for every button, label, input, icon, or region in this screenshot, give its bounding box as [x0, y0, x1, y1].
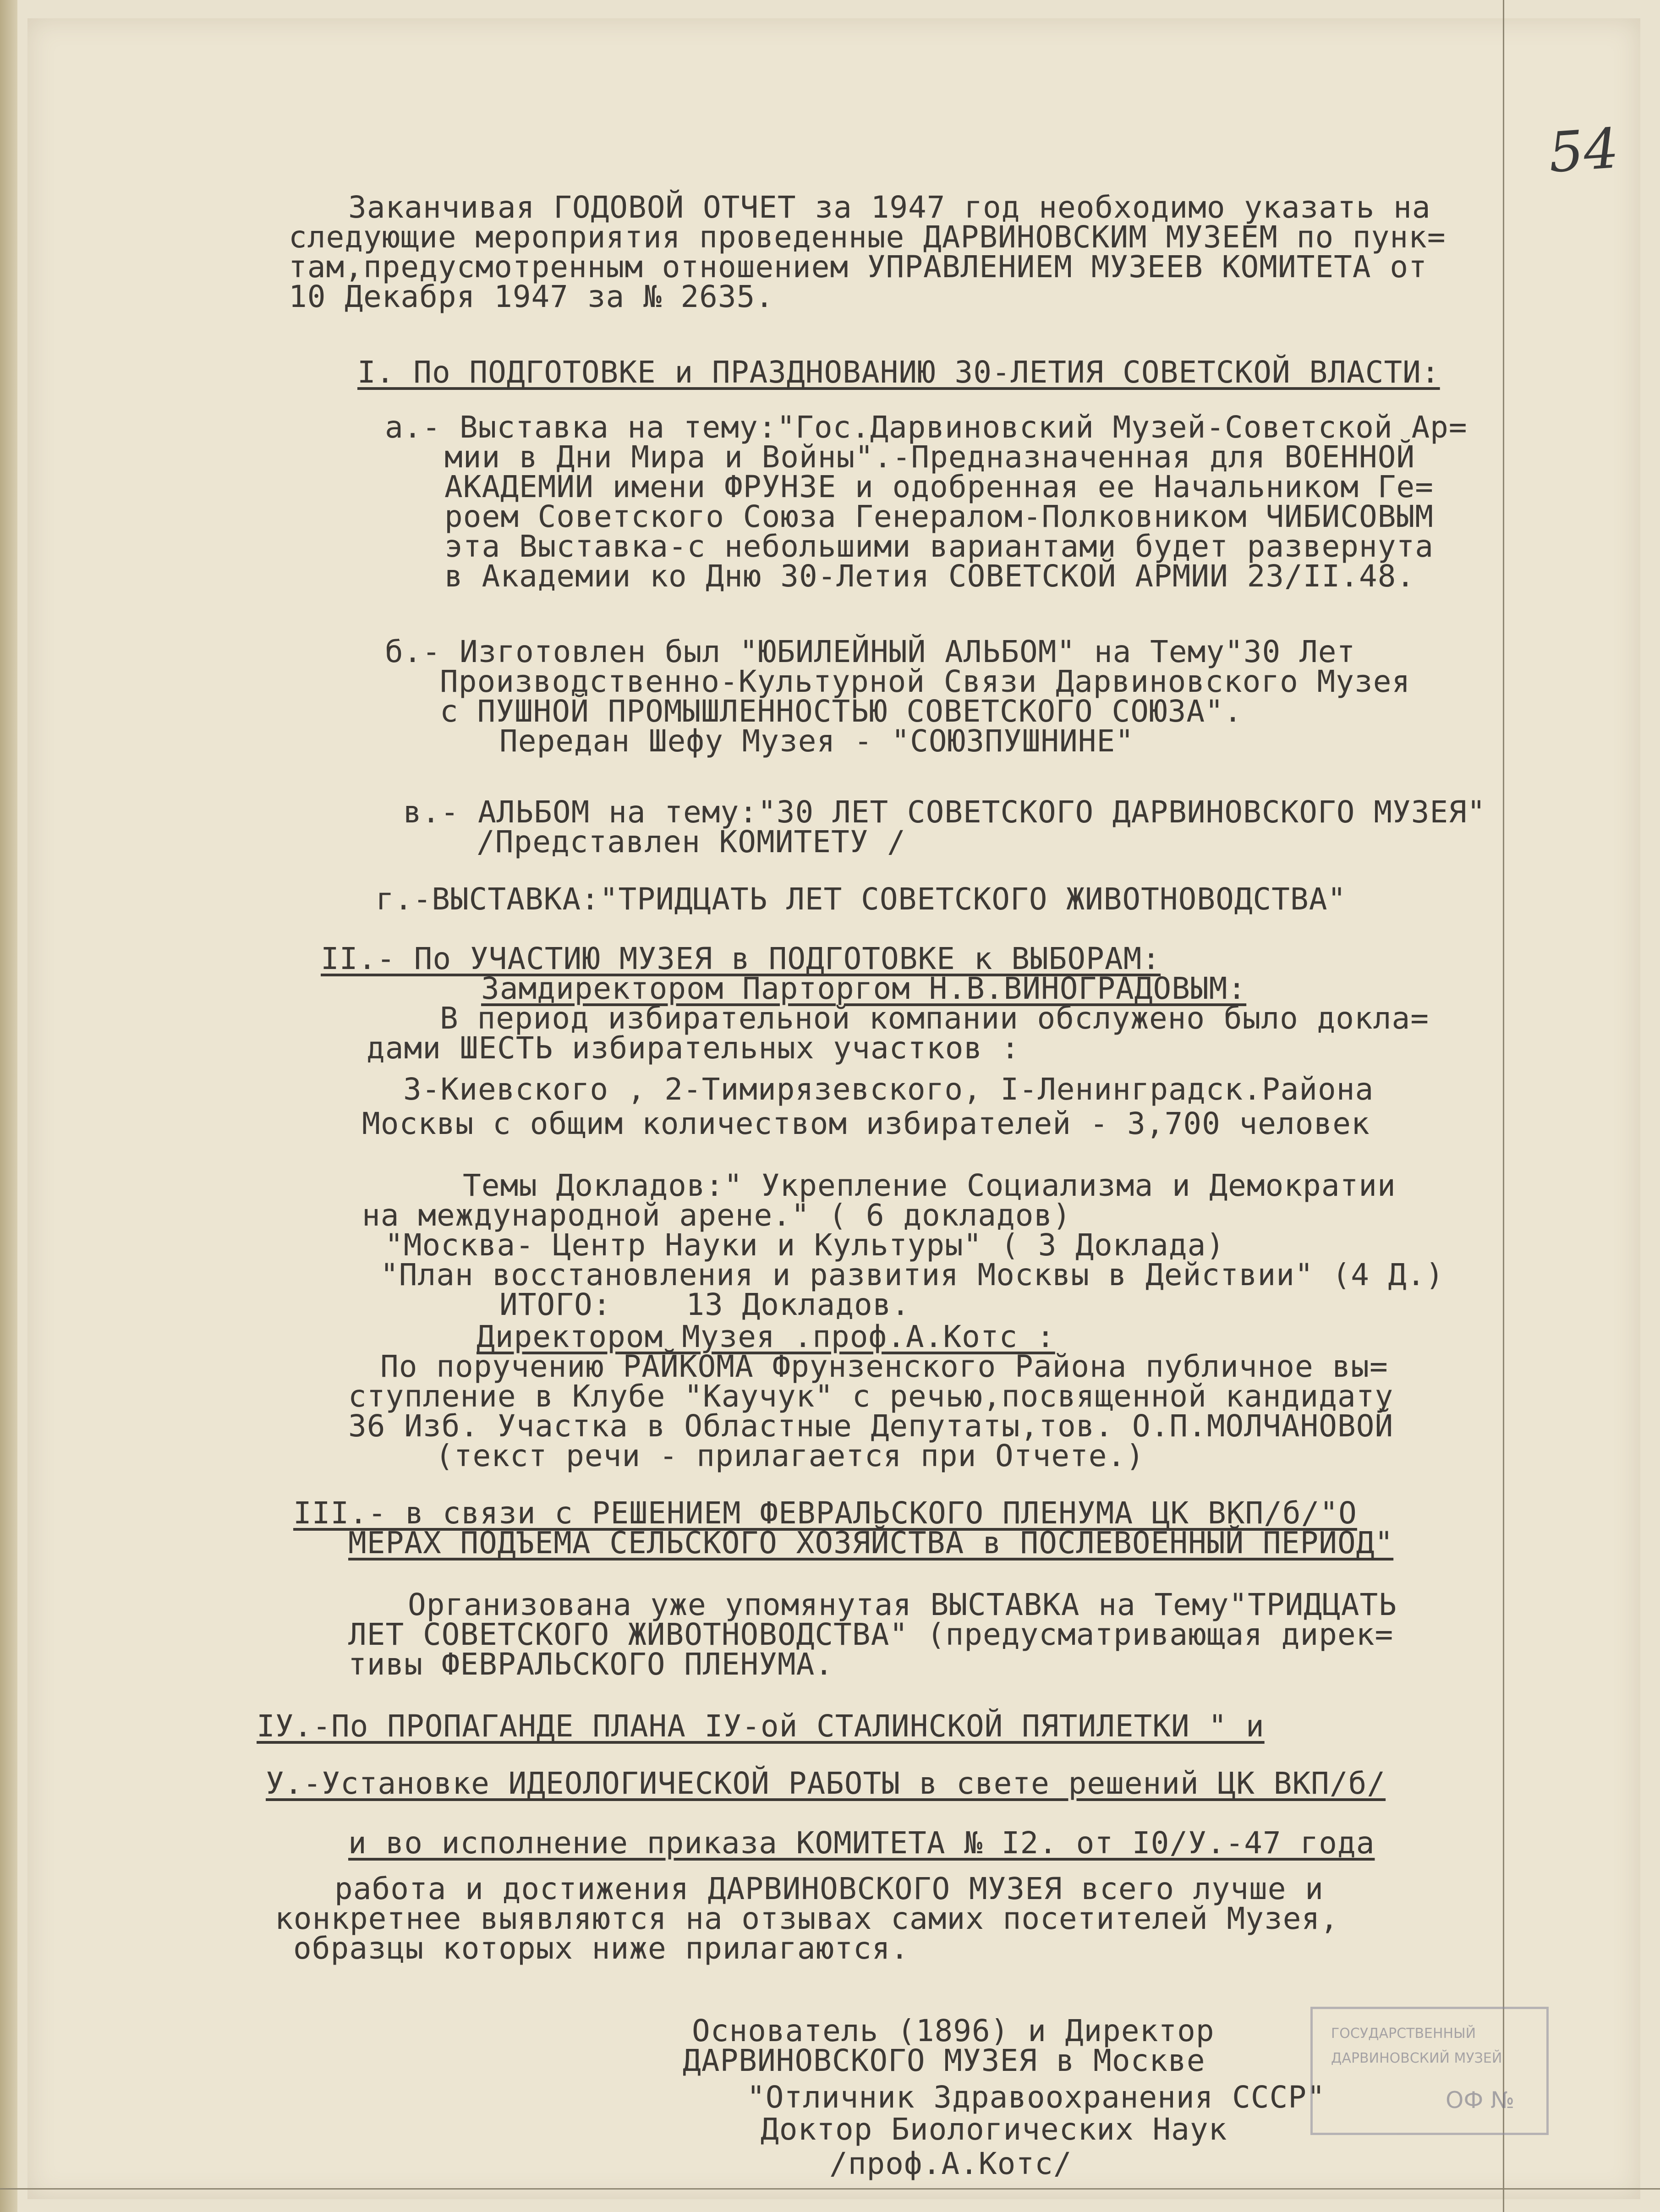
stamp-line: ОФ № [1446, 2087, 1515, 2113]
section-heading: и во исполнение приказа КОМИТЕТА № I2. от I0/У.-47 года [348, 1825, 1375, 1861]
section-heading: IУ.-По ПРОПАГАНДЕ ПЛАНА IУ-ой СТАЛИНСКОЙ ПЯТИЛЕТКИ " и [257, 1708, 1265, 1744]
text-line: ИТОГО: 13 Докладов. [499, 1287, 910, 1322]
text-line: ЛЕТ СОВЕТСКОГО ЖИВОТНОВОДСТВА" (предусматривающая дирек= [348, 1617, 1394, 1652]
section-heading: II.- По УЧАСТИЮ МУЗЕЯ в ПОДГОТОВКЕ к ВЫБОРАМ: [321, 941, 1161, 976]
page-number: 54 [1546, 116, 1621, 186]
text-line: 3-Киевского , 2-Тимирязевского, I-Ленинградск.Района [403, 1072, 1374, 1107]
text-line: мии в Дни Мира и Войны".-Предназначенная для ВОЕННОЙ [444, 439, 1415, 475]
text-line: 36 Изб. Участка в Областные Депутаты,тов. О.П.МОЛЧАНОВОЙ [348, 1408, 1394, 1444]
text-line: Москвы с общим количеством избирателей - 3,700 человек [362, 1106, 1370, 1141]
text-line: работа и достижения ДАРВИНОВСКОГО МУЗЕЯ всего лучше и [334, 1871, 1324, 1906]
archive-stamp [1310, 2007, 1549, 2135]
text-line: "План восстановления и развития Москвы в Действии" (4 Д.) [380, 1257, 1444, 1292]
section-heading: I. По ПОДГОТОВКЕ и ПРАЗДНОВАНИЮ 30-ЛЕТИЯ СОВЕТСКОЙ ВЛАСТИ: [357, 355, 1440, 390]
text-line: /Представлен КОМИТЕТУ / [477, 824, 906, 860]
text-line: эта Выставка-с небольшими вариантами будет развернута [444, 529, 1434, 564]
text-line: г.-ВЫСТАВКА:"ТРИДЦАТЬ ЛЕТ СОВЕТСКОГО ЖИВОТНОВОДСТВА" [376, 882, 1347, 917]
text-line: ступление в Клубе "Каучук" с речью,посвященной кандидату [348, 1379, 1394, 1414]
text-line: Организована уже упомянутая ВЫСТАВКА на Тему"ТРИДЦАТЬ [408, 1587, 1397, 1622]
text-line: тивы ФЕВРАЛЬСКОГО ПЛЕНУМА. [348, 1647, 834, 1682]
text-line: "Москва- Центр Науки и Культуры" ( 3 Доклада) [385, 1227, 1225, 1263]
text-line: роем Советского Союза Генералом-Полковником ЧИБИСОВЫМ [444, 499, 1434, 534]
text-line: с ПУШНОЙ ПРОМЫШЛЕННОСТЬЮ СОВЕТСКОГО СОЮЗА". [440, 694, 1243, 729]
text-line: Производственно-Культурной Связи Дарвиновского Музея [440, 664, 1411, 699]
text-line: Передан Шефу Музея - "СОЮЗПУШНИНЕ" [499, 723, 1134, 759]
text-line: Заканчивая ГОДОВОЙ ОТЧЕТ за 1947 год необходимо указать на [348, 190, 1431, 225]
subsection-heading: Директором Музея .проф.А.Котс : [477, 1319, 1055, 1354]
text-line: там,предусмотренным отношением УПРАВЛЕНИЕМ МУЗЕЕВ КОМИТЕТА от [289, 249, 1427, 285]
text-line: на международной арене." ( 6 докладов) [362, 1198, 1071, 1233]
signature-line: "Отличник Здравоохранения СССР" [747, 2080, 1326, 2115]
text-line: б.- Изготовлен был "ЮБИЛЕЙНЫЙ АЛЬБОМ" на Тему"30 Лет [385, 634, 1356, 669]
signature-line: ДАРВИНОВСКОГО МУЗЕЯ в Москве [683, 2043, 1205, 2078]
page-bottom-edge [0, 2188, 1660, 2190]
text-line: (текст речи - прилагается при Отчете.) [435, 1438, 1145, 1473]
text-line: дами ШЕСТЬ избирательных участков : [367, 1030, 1020, 1066]
binding-strip [0, 0, 17, 2212]
text-line: 10 Декабря 1947 за № 2635. [289, 279, 774, 314]
section-heading: У.-Установке ИДЕОЛОГИЧЕСКОЙ РАБОТЫ в свете решений ЦК ВКП/б/ [266, 1766, 1386, 1801]
section-heading: III.- в связи с РЕШЕНИЕМ ФЕВРАЛЬСКОГО ПЛЕНУМА ЦК ВКП/б/"О [293, 1495, 1357, 1531]
text-line: следующие мероприятия проведенные ДАРВИНОВСКИМ МУЗЕЕМ по пунк= [289, 219, 1446, 255]
signature-line: Основатель (1896) и Директор [692, 2013, 1215, 2048]
signature-line: /проф.А.Котс/ [829, 2146, 1072, 2181]
text-line: В период избирательной компании обслужено было докла= [440, 1001, 1429, 1036]
text-line: а.- Выставка на тему:"Гос.Дарвиновский Музей-Советской Ар= [385, 410, 1468, 445]
page-edge [1503, 0, 1504, 2212]
stamp-line: ДАРВИНОВСКИЙ МУЗЕЙ [1331, 2050, 1502, 2066]
text-line: Темы Докладов:" Укрепление Социализма и Демократии [463, 1168, 1396, 1203]
signature-line: Доктор Биологических Наук [761, 2112, 1227, 2147]
subsection-heading: Замдиректором Парторгом Н.В.ВИНОГРАДОВЫМ: [481, 971, 1247, 1006]
text-line: По поручению РАЙКОМА Фрунзенского Района публичное вы= [380, 1349, 1388, 1384]
stamp-line: ГОСУДАРСТВЕННЫЙ [1331, 2026, 1476, 2042]
text-line: образцы которых ниже прилагаются. [293, 1931, 909, 1966]
text-line: АКАДЕМИИ имени ФРУНЗЕ и одобренная ее Начальником Ге= [444, 469, 1434, 504]
text-line: конкретнее выявляются на отзывах самих посетителей Музея, [275, 1901, 1339, 1936]
text-line: в.- АЛЬБОМ на тему:"30 ЛЕТ СОВЕТСКОГО ДАРВИНОВСКОГО МУЗЕЯ" [403, 794, 1486, 830]
section-heading: МЕРАХ ПОДЪЕМА СЕЛЬСКОГО ХОЗЯЙСТВА в ПОСЛЕВОЕННЫЙ ПЕРИОД" [348, 1525, 1394, 1560]
text-line: в Академии ко Дню 30-Летия СОВЕТСКОЙ АРМИИ 23/II.48. [444, 558, 1415, 594]
